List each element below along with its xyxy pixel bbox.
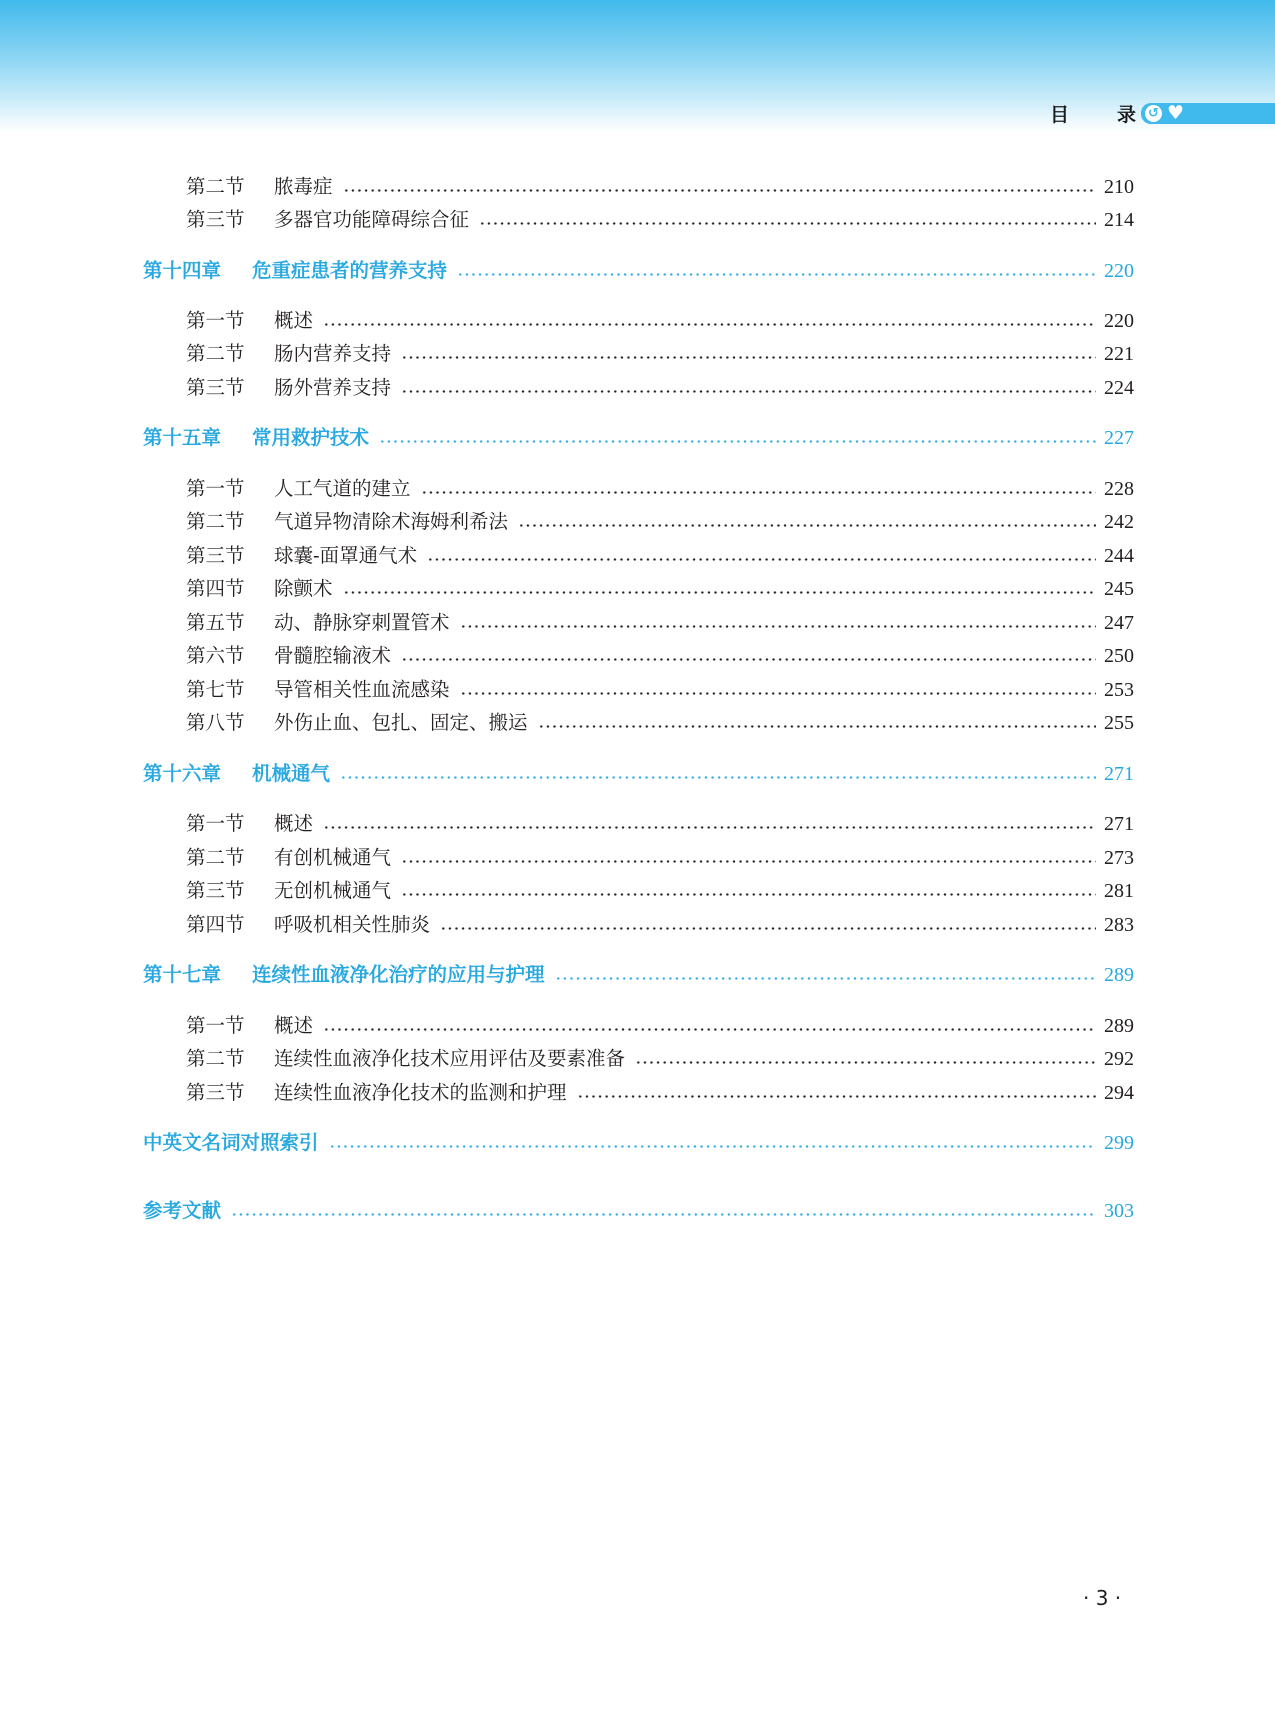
toc-entry[interactable] — [186, 375, 1134, 401]
leader-dots — [343, 591, 1096, 594]
toc-entry-page: 271 — [1104, 813, 1134, 835]
toc-entry-page: 247 — [1104, 612, 1134, 634]
toc-entry[interactable] — [186, 1013, 1134, 1039]
leader-dots — [323, 1028, 1096, 1031]
toc-entry-title: 连续性血液净化技术的监测和护理 — [274, 1081, 567, 1104]
toc-entry-page: 253 — [1104, 679, 1134, 701]
toc-entry-page: 242 — [1104, 511, 1134, 533]
toc-entry-title: 有创机械通气 — [274, 846, 392, 869]
toc-appendix-page: 303 — [1104, 1200, 1134, 1222]
toc-entry-page: 224 — [1104, 377, 1134, 399]
leader-dots — [635, 1061, 1096, 1064]
toc-entry-page: 283 — [1104, 914, 1134, 936]
leader-dots — [329, 1145, 1096, 1148]
toc-entry-page: 214 — [1104, 209, 1134, 231]
heart-icon: ♥ — [1167, 102, 1185, 124]
header-title-char-1: 目 — [1050, 104, 1070, 126]
toc-entry-title: 导管相关性血流感染 — [274, 678, 450, 701]
toc-entry-title: 无创机械通气 — [274, 879, 392, 902]
toc-entry[interactable] — [186, 476, 1134, 502]
toc-entry-title: 气道异物清除术海姆利希法 — [274, 510, 509, 533]
toc-entry-page: 228 — [1104, 478, 1134, 500]
toc-chapter-page: 271 — [1104, 763, 1134, 785]
toc-entry[interactable] — [186, 1080, 1134, 1106]
leader-dots — [323, 323, 1096, 326]
leader-dots — [440, 927, 1096, 930]
toc-entry[interactable] — [186, 912, 1134, 938]
leader-dots — [421, 491, 1096, 494]
toc-entry-title: 概述 — [274, 1014, 314, 1037]
toc-chapter-label: 第十六章 — [143, 762, 222, 785]
toc-entry-label: 第二节 — [186, 846, 245, 869]
leader-dots — [577, 1095, 1096, 1098]
toc-appendix-title: 参考文献 — [143, 1199, 222, 1222]
toc-chapter-entry[interactable] — [143, 962, 1134, 988]
toc-chapter-page: 227 — [1104, 427, 1134, 449]
toc-entry[interactable] — [186, 576, 1134, 602]
toc-entry[interactable] — [186, 610, 1134, 636]
leader-dots — [401, 390, 1096, 393]
leader-dots — [427, 558, 1096, 561]
toc-entry-title: 概述 — [274, 309, 314, 332]
header-tab — [1141, 103, 1275, 124]
toc-chapter-title: 危重症患者的营养支持 — [252, 259, 448, 282]
toc-entry-label: 第二节 — [186, 342, 245, 365]
toc-entry-page: 210 — [1104, 176, 1134, 198]
toc-entry-title: 动、静脉穿刺置管术 — [274, 611, 450, 634]
toc-entry[interactable] — [186, 677, 1134, 703]
leader-dots — [379, 440, 1096, 443]
toc-entry[interactable] — [186, 643, 1134, 669]
toc-entry-page: 250 — [1104, 645, 1134, 667]
toc-entry[interactable] — [186, 174, 1134, 200]
toc-entry[interactable] — [186, 1046, 1134, 1072]
toc-entry-title: 脓毒症 — [274, 175, 333, 198]
toc-entry-label: 第二节 — [186, 175, 245, 198]
toc-entry-page: 273 — [1104, 847, 1134, 869]
toc-entry-page: 220 — [1104, 310, 1134, 332]
toc-entry-page: 281 — [1104, 880, 1134, 902]
arrow-circle-icon: ↺ — [1145, 105, 1162, 122]
leader-dots — [231, 1213, 1096, 1216]
toc-chapter-label: 第十四章 — [143, 259, 222, 282]
toc-entry-label: 第三节 — [186, 1081, 245, 1104]
toc-entry-label: 第一节 — [186, 309, 245, 332]
toc-entry[interactable] — [186, 308, 1134, 334]
toc-entry-page: 245 — [1104, 578, 1134, 600]
toc-entry-label: 第二节 — [186, 510, 245, 533]
leader-dots — [479, 222, 1096, 225]
leader-dots — [401, 356, 1096, 359]
toc-entry-label: 第七节 — [186, 678, 245, 701]
toc-entry-title: 肠外营养支持 — [274, 376, 392, 399]
toc-entry-title: 肠内营养支持 — [274, 342, 392, 365]
toc-entry[interactable] — [186, 509, 1134, 535]
toc-entry-page: 221 — [1104, 343, 1134, 365]
toc-entry-page: 255 — [1104, 712, 1134, 734]
toc-entry-label: 第二节 — [186, 1047, 245, 1070]
toc-entry-title: 外伤止血、包扎、固定、搬运 — [274, 711, 528, 734]
leader-dots — [343, 189, 1096, 192]
toc-appendix-page: 299 — [1104, 1132, 1134, 1154]
toc-entry[interactable] — [186, 811, 1134, 837]
toc-chapter-title: 常用救护技术 — [252, 426, 370, 449]
toc-entry[interactable] — [186, 207, 1134, 233]
toc-entry-label: 第一节 — [186, 1014, 245, 1037]
toc-entry-title: 球囊-面罩通气术 — [274, 544, 418, 567]
toc-entry-title: 概述 — [274, 812, 314, 835]
leader-dots — [340, 776, 1096, 779]
toc-chapter-entry[interactable] — [143, 761, 1134, 787]
toc-entry-label: 第六节 — [186, 644, 245, 667]
toc-entry-title: 人工气道的建立 — [274, 477, 411, 500]
toc-chapter-title: 机械通气 — [252, 762, 331, 785]
leader-dots — [323, 826, 1096, 829]
toc-entry-title: 多器官功能障碍综合征 — [274, 208, 470, 231]
leader-dots — [401, 860, 1096, 863]
leader-dots — [538, 725, 1096, 728]
toc-chapter-page: 220 — [1104, 260, 1134, 282]
toc-chapter-label: 第十七章 — [143, 963, 222, 986]
toc-appendix-entry[interactable] — [143, 1198, 1134, 1224]
header-title — [1050, 100, 1136, 127]
toc-chapter-title: 连续性血液净化治疗的应用与护理 — [252, 963, 545, 986]
toc-entry-label: 第三节 — [186, 376, 245, 399]
toc-entry-label: 第三节 — [186, 208, 245, 231]
leader-dots — [457, 273, 1096, 276]
toc-entry-page: 292 — [1104, 1048, 1134, 1070]
toc-appendix-title: 中英文名词对照索引 — [143, 1131, 319, 1154]
toc-entry-label: 第一节 — [186, 812, 245, 835]
toc-entry-label: 第五节 — [186, 611, 245, 634]
page-number: · 3 · — [1083, 1586, 1122, 1610]
toc-entry[interactable] — [186, 845, 1134, 871]
toc-chapter-entry[interactable] — [143, 258, 1134, 284]
toc-entry-page: 289 — [1104, 1015, 1134, 1037]
leader-dots — [460, 625, 1096, 628]
toc-entry-label: 第四节 — [186, 913, 245, 936]
toc-entry-title: 除颤术 — [274, 577, 333, 600]
toc-entry-title: 骨髓腔输液术 — [274, 644, 392, 667]
toc-entry-title: 连续性血液净化技术应用评估及要素准备 — [274, 1047, 626, 1070]
leader-dots — [401, 658, 1096, 661]
toc-chapter-entry[interactable] — [143, 425, 1134, 451]
toc-entry-page: 294 — [1104, 1082, 1134, 1104]
toc-entry[interactable] — [186, 543, 1134, 569]
toc-entry-label: 第三节 — [186, 544, 245, 567]
toc-entry-title: 呼吸机相关性肺炎 — [274, 913, 431, 936]
leader-dots — [555, 977, 1096, 980]
toc-entry-page: 244 — [1104, 545, 1134, 567]
toc-chapter-label: 第十五章 — [143, 426, 222, 449]
toc-entry[interactable] — [186, 710, 1134, 736]
toc-entry[interactable] — [186, 878, 1134, 904]
leader-dots — [460, 692, 1096, 695]
toc-entry-label: 第四节 — [186, 577, 245, 600]
header-title-char-2: 录 — [1116, 104, 1136, 126]
toc-entry-label: 第八节 — [186, 711, 245, 734]
leader-dots — [518, 524, 1096, 527]
toc-entry[interactable] — [186, 341, 1134, 367]
toc-chapter-page: 289 — [1104, 964, 1134, 986]
toc-entry-label: 第三节 — [186, 879, 245, 902]
leader-dots — [401, 893, 1096, 896]
toc-entry-label: 第一节 — [186, 477, 245, 500]
toc-appendix-entry[interactable] — [143, 1130, 1134, 1156]
